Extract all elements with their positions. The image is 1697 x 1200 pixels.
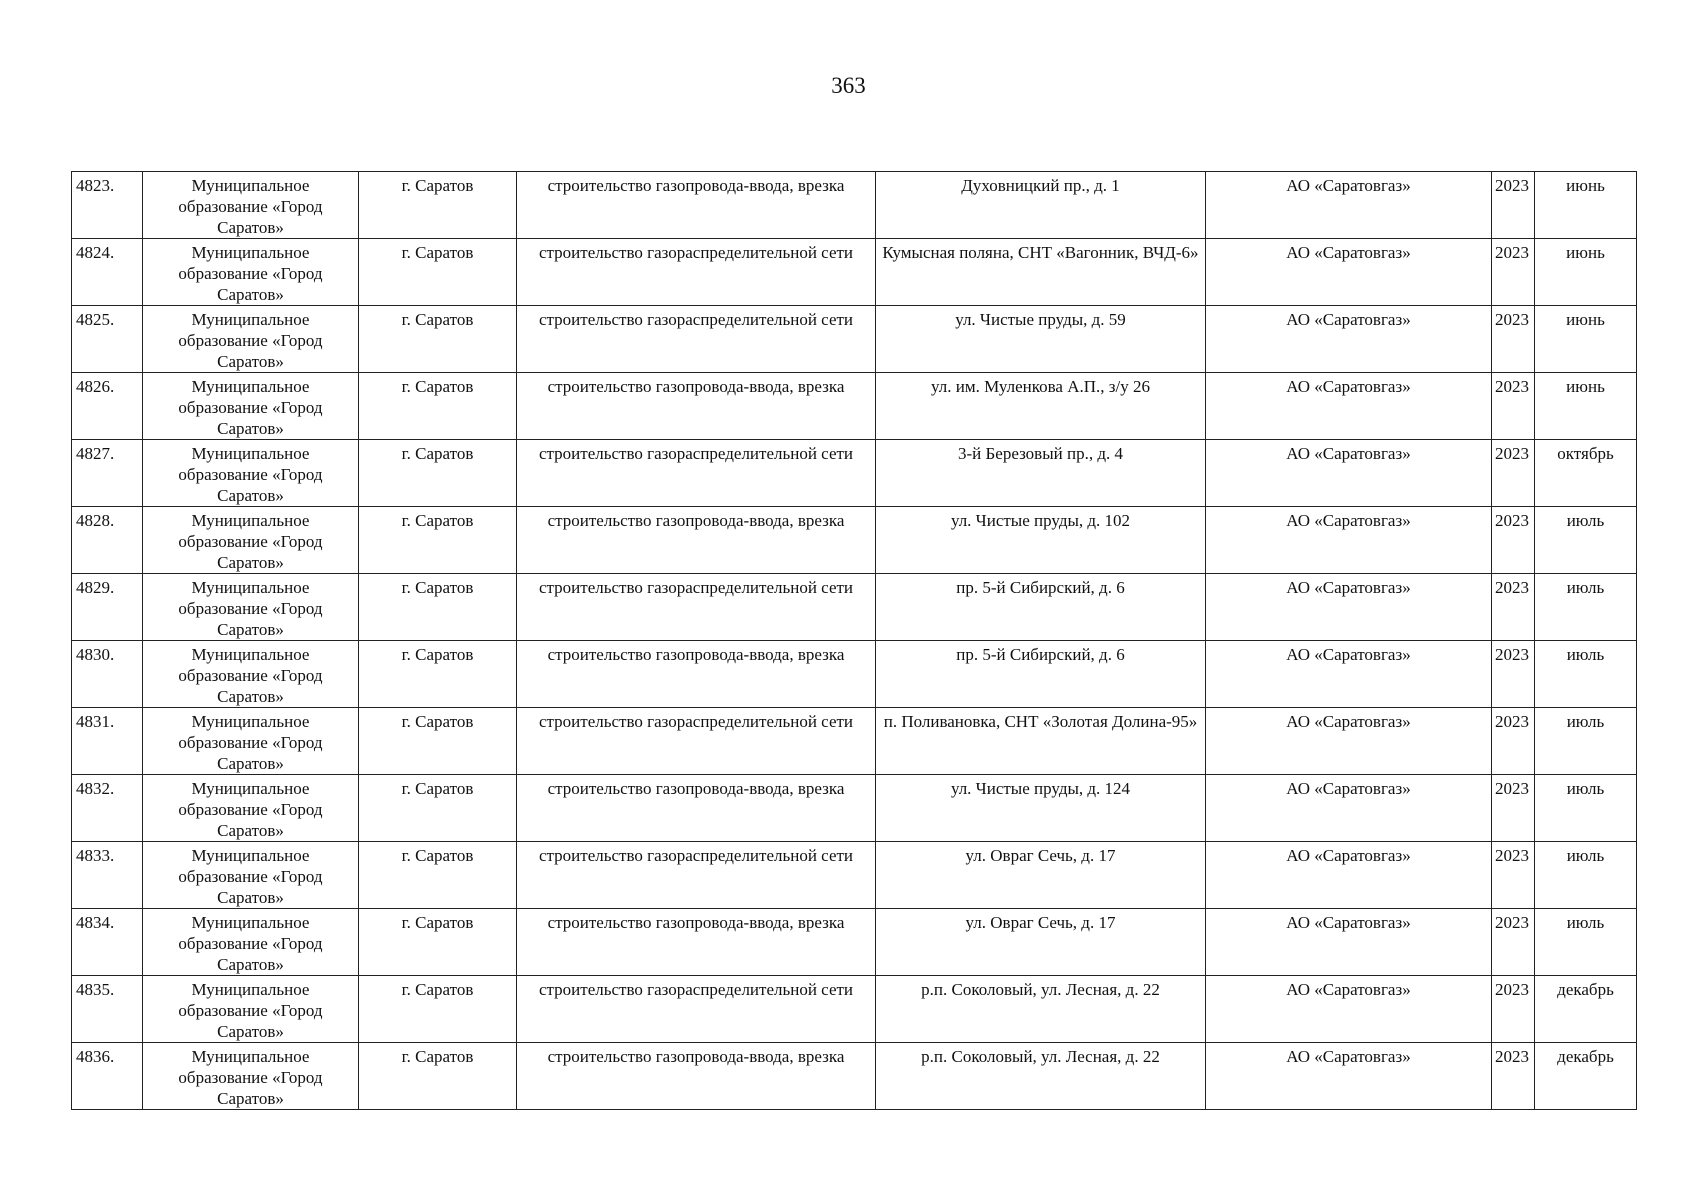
month-cell: июль — [1535, 507, 1637, 574]
city-cell: г. Саратов — [359, 574, 517, 641]
address-cell: р.п. Соколовый, ул. Лесная, д. 22 — [876, 1043, 1206, 1110]
year-cell: 2023 — [1492, 708, 1535, 775]
work-type-cell: строительство газопровода-ввода, врезка — [517, 909, 876, 976]
organization-cell: АО «Саратовгаз» — [1206, 507, 1492, 574]
work-type-cell: строительство газопровода-ввода, врезка — [517, 641, 876, 708]
year-cell: 2023 — [1492, 239, 1535, 306]
row-number: 4823. — [72, 172, 143, 239]
work-type-cell: строительство газораспределительной сети — [517, 976, 876, 1043]
registry-body — [72, 172, 1637, 1110]
work-type-cell: строительство газораспределительной сети — [517, 306, 876, 373]
table-row — [72, 306, 1637, 373]
year-cell: 2023 — [1492, 574, 1535, 641]
organization-cell: АО «Саратовгаз» — [1206, 641, 1492, 708]
address-cell: Кумысная поляна, СНТ «Вагонник, ВЧД-6» — [876, 239, 1206, 306]
address-cell: 3-й Березовый пр., д. 4 — [876, 440, 1206, 507]
row-number: 4831. — [72, 708, 143, 775]
organization-cell: АО «Саратовгаз» — [1206, 708, 1492, 775]
municipality-cell: Муниципальное образование «Город Саратов» — [143, 909, 359, 976]
organization-cell: АО «Саратовгаз» — [1206, 306, 1492, 373]
city-cell: г. Саратов — [359, 842, 517, 909]
city-cell: г. Саратов — [359, 172, 517, 239]
work-type-cell: строительство газораспределительной сети — [517, 574, 876, 641]
municipality-cell: Муниципальное образование «Город Саратов» — [143, 775, 359, 842]
municipality-cell: Муниципальное образование «Город Саратов» — [143, 1043, 359, 1110]
row-number: 4833. — [72, 842, 143, 909]
municipality-cell: Муниципальное образование «Город Саратов» — [143, 306, 359, 373]
row-number: 4824. — [72, 239, 143, 306]
month-cell: июль — [1535, 775, 1637, 842]
city-cell: г. Саратов — [359, 507, 517, 574]
year-cell: 2023 — [1492, 440, 1535, 507]
row-number: 4827. — [72, 440, 143, 507]
table-row — [72, 708, 1637, 775]
address-cell: ул. Овраг Сечь, д. 17 — [876, 842, 1206, 909]
address-cell: ул. Овраг Сечь, д. 17 — [876, 909, 1206, 976]
row-number: 4829. — [72, 574, 143, 641]
table-row — [72, 574, 1637, 641]
work-type-cell: строительство газопровода-ввода, врезка — [517, 775, 876, 842]
year-cell: 2023 — [1492, 775, 1535, 842]
municipality-cell: Муниципальное образование «Город Саратов» — [143, 708, 359, 775]
address-cell: ул. Чистые пруды, д. 59 — [876, 306, 1206, 373]
work-type-cell: строительство газораспределительной сети — [517, 842, 876, 909]
month-cell: октябрь — [1535, 440, 1637, 507]
month-cell: июль — [1535, 909, 1637, 976]
address-cell: Духовницкий пр., д. 1 — [876, 172, 1206, 239]
organization-cell: АО «Саратовгаз» — [1206, 440, 1492, 507]
table-row — [72, 641, 1637, 708]
row-number: 4825. — [72, 306, 143, 373]
city-cell: г. Саратов — [359, 775, 517, 842]
work-type-cell: строительство газопровода-ввода, врезка — [517, 507, 876, 574]
table-row — [72, 842, 1637, 909]
organization-cell: АО «Саратовгаз» — [1206, 775, 1492, 842]
city-cell: г. Саратов — [359, 440, 517, 507]
month-cell: декабрь — [1535, 976, 1637, 1043]
organization-cell: АО «Саратовгаз» — [1206, 1043, 1492, 1110]
month-cell: июль — [1535, 641, 1637, 708]
address-cell: пр. 5-й Сибирский, д. 6 — [876, 574, 1206, 641]
city-cell: г. Саратов — [359, 1043, 517, 1110]
row-number: 4835. — [72, 976, 143, 1043]
month-cell: декабрь — [1535, 1043, 1637, 1110]
month-cell: июнь — [1535, 239, 1637, 306]
year-cell: 2023 — [1492, 172, 1535, 239]
row-number: 4832. — [72, 775, 143, 842]
table-row — [72, 507, 1637, 574]
address-cell: р.п. Соколовый, ул. Лесная, д. 22 — [876, 976, 1206, 1043]
organization-cell: АО «Саратовгаз» — [1206, 172, 1492, 239]
city-cell: г. Саратов — [359, 239, 517, 306]
work-type-cell: строительство газораспределительной сети — [517, 239, 876, 306]
work-type-cell: строительство газораспределительной сети — [517, 440, 876, 507]
table-row — [72, 172, 1637, 239]
year-cell: 2023 — [1492, 1043, 1535, 1110]
municipality-cell: Муниципальное образование «Город Саратов» — [143, 507, 359, 574]
table-row — [72, 1043, 1637, 1110]
table-row — [72, 775, 1637, 842]
municipality-cell: Муниципальное образование «Город Саратов» — [143, 440, 359, 507]
year-cell: 2023 — [1492, 976, 1535, 1043]
registry-table — [71, 171, 1637, 1110]
organization-cell: АО «Саратовгаз» — [1206, 842, 1492, 909]
municipality-cell: Муниципальное образование «Город Саратов» — [143, 641, 359, 708]
row-number: 4834. — [72, 909, 143, 976]
organization-cell: АО «Саратовгаз» — [1206, 373, 1492, 440]
address-cell: ул. Чистые пруды, д. 124 — [876, 775, 1206, 842]
organization-cell: АО «Саратовгаз» — [1206, 239, 1492, 306]
month-cell: июнь — [1535, 373, 1637, 440]
municipality-cell: Муниципальное образование «Город Саратов» — [143, 172, 359, 239]
work-type-cell: строительство газопровода-ввода, врезка — [517, 373, 876, 440]
table-row — [72, 976, 1637, 1043]
city-cell: г. Саратов — [359, 306, 517, 373]
organization-cell: АО «Саратовгаз» — [1206, 909, 1492, 976]
organization-cell: АО «Саратовгаз» — [1206, 574, 1492, 641]
month-cell: июнь — [1535, 306, 1637, 373]
row-number: 4826. — [72, 373, 143, 440]
table-row — [72, 440, 1637, 507]
city-cell: г. Саратов — [359, 976, 517, 1043]
month-cell: июль — [1535, 708, 1637, 775]
address-cell: п. Поливановка, СНТ «Золотая Долина-95» — [876, 708, 1206, 775]
municipality-cell: Муниципальное образование «Город Саратов» — [143, 373, 359, 440]
address-cell: пр. 5-й Сибирский, д. 6 — [876, 641, 1206, 708]
municipality-cell: Муниципальное образование «Город Саратов» — [143, 976, 359, 1043]
city-cell: г. Саратов — [359, 373, 517, 440]
year-cell: 2023 — [1492, 306, 1535, 373]
table-row — [72, 373, 1637, 440]
row-number: 4828. — [72, 507, 143, 574]
address-cell: ул. им. Муленкова А.П., з/у 26 — [876, 373, 1206, 440]
row-number: 4830. — [72, 641, 143, 708]
organization-cell: АО «Саратовгаз» — [1206, 976, 1492, 1043]
work-type-cell: строительство газопровода-ввода, врезка — [517, 1043, 876, 1110]
municipality-cell: Муниципальное образование «Город Саратов» — [143, 239, 359, 306]
year-cell: 2023 — [1492, 507, 1535, 574]
year-cell: 2023 — [1492, 909, 1535, 976]
month-cell: июнь — [1535, 172, 1637, 239]
work-type-cell: строительство газораспределительной сети — [517, 708, 876, 775]
table-row — [72, 909, 1637, 976]
year-cell: 2023 — [1492, 373, 1535, 440]
address-cell: ул. Чистые пруды, д. 102 — [876, 507, 1206, 574]
year-cell: 2023 — [1492, 842, 1535, 909]
month-cell: июль — [1535, 574, 1637, 641]
table-row — [72, 239, 1637, 306]
work-type-cell: строительство газопровода-ввода, врезка — [517, 172, 876, 239]
city-cell: г. Саратов — [359, 708, 517, 775]
page-number: 363 — [831, 73, 866, 98]
city-cell: г. Саратов — [359, 641, 517, 708]
municipality-cell: Муниципальное образование «Город Саратов» — [143, 574, 359, 641]
municipality-cell: Муниципальное образование «Город Саратов» — [143, 842, 359, 909]
month-cell: июль — [1535, 842, 1637, 909]
city-cell: г. Саратов — [359, 909, 517, 976]
row-number: 4836. — [72, 1043, 143, 1110]
year-cell: 2023 — [1492, 641, 1535, 708]
